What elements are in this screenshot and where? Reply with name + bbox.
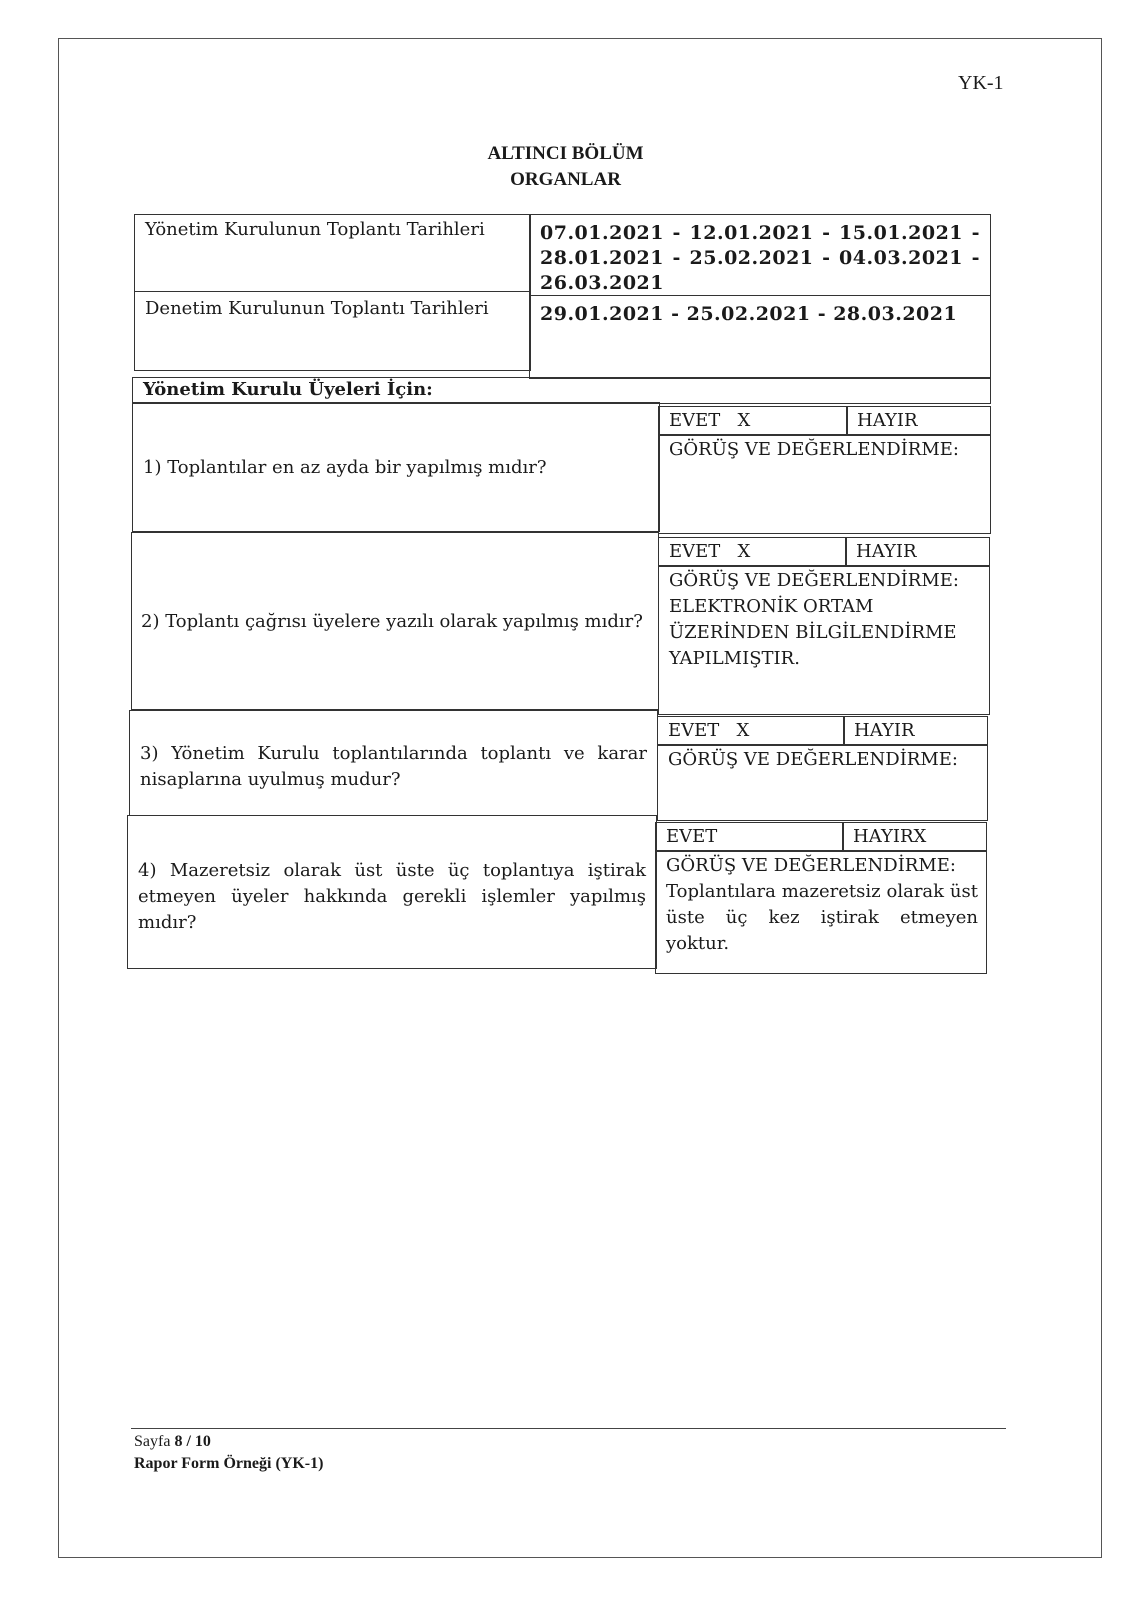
question-1-text: 1) Toplantılar en az ayda bir yapılmış mıdır? [143, 457, 547, 478]
question-1-cell [132, 402, 660, 532]
question-2-comment-title: GÖRÜŞ VE DEĞERLENDİRME: [669, 570, 959, 591]
question-2-hayir: HAYIR [856, 541, 917, 562]
page-total: 10 [194, 1433, 211, 1450]
audit-meetings-label: Denetim Kurulunun Toplantı Tarihleri [145, 298, 489, 319]
board-meetings-dates-line-2: 28.01.2021 - 25.02.2021 - 04.03.2021 - [540, 247, 980, 269]
question-3-text: 3) Yönetim Kurulu toplantılarında toplantı ve karar nisaplarına uyulmuş mudur? [140, 743, 647, 790]
question-4-text: 4) Mazeretsiz olarak üst üste üç toplantıya iştirak etmeyen üyeler hakkında gerekli işlemler yapılmış mıdır? [138, 860, 646, 933]
page-current: 8 [174, 1433, 183, 1450]
question-3-comment-title: GÖRÜŞ VE DEĞERLENDİRME: [668, 749, 958, 770]
section-subheading: ORGANLAR [510, 169, 621, 190]
question-4-cell [127, 815, 657, 969]
page-prefix: Sayfa [134, 1433, 171, 1450]
question-4-evet: EVET [666, 826, 718, 847]
question-2-cell [131, 532, 659, 710]
question-3-comment-cell [657, 744, 988, 821]
question-3-hayir-cell [843, 716, 988, 746]
question-3-evet-cell [657, 716, 845, 746]
question-1-evet-cell [658, 406, 848, 436]
question-3-evet: EVET X [668, 720, 750, 741]
page-number [134, 1433, 211, 1451]
question-2-text: 2) Toplantı çağrısı üyelere yazılı olarak yapılmış mıdır? [141, 611, 643, 632]
board-meetings-label-cell [134, 214, 531, 292]
document-code: YK-1 [958, 72, 1004, 94]
section-title-row [132, 377, 991, 404]
question-3-hayir: HAYIR [854, 720, 915, 741]
board-meetings-label: Yönetim Kurulunun Toplantı Tarihleri [145, 219, 485, 240]
board-meetings-dates-line-1: 07.01.2021 - 12.01.2021 - 15.01.2021 - [540, 222, 980, 244]
question-2-evet: EVET X [669, 541, 751, 562]
question-2-comment-cell [658, 565, 990, 715]
audit-meetings-dates: 29.01.2021 - 25.02.2021 - 28.03.2021 [540, 303, 958, 325]
board-meetings-dates-cell [529, 214, 991, 296]
question-2-comment: ELEKTRONİK ORTAM ÜZERİNDEN BİLGİLENDİRME YAPILMIŞTIR. [669, 596, 957, 669]
section-heading: ALTINCI BÖLÜM [487, 143, 644, 164]
question-4-hayir: HAYIRX [853, 826, 927, 847]
question-4-comment: Toplantılara mazeretsiz olarak üst üste üç kez iştirak etmeyen yoktur. [666, 881, 978, 954]
footer-divider [131, 1428, 1006, 1429]
question-1-hayir-cell [846, 406, 991, 436]
question-1-hayir: HAYIR [857, 410, 918, 431]
audit-meetings-dates-cell [529, 295, 991, 379]
question-4-hayir-cell [842, 822, 987, 852]
question-4-comment-cell [655, 850, 987, 974]
section-title: Yönetim Kurulu Üyeleri İçin: [143, 379, 433, 400]
form-name: Rapor Form Örneği (YK-1) [134, 1455, 324, 1472]
question-1-evet: EVET X [669, 410, 751, 431]
page-separator: / [182, 1433, 195, 1450]
question-4-evet-cell [655, 822, 844, 852]
question-3-cell [129, 710, 658, 816]
question-2-hayir-cell [845, 537, 990, 567]
question-1-comment-cell [658, 434, 991, 534]
audit-meetings-label-cell [134, 291, 531, 371]
board-meetings-dates-line-3: 26.03.2021 [540, 272, 664, 294]
question-2-evet-cell [658, 537, 847, 567]
question-4-comment-title: GÖRÜŞ VE DEĞERLENDİRME: [666, 855, 956, 876]
question-1-comment-title: GÖRÜŞ VE DEĞERLENDİRME: [669, 439, 959, 460]
